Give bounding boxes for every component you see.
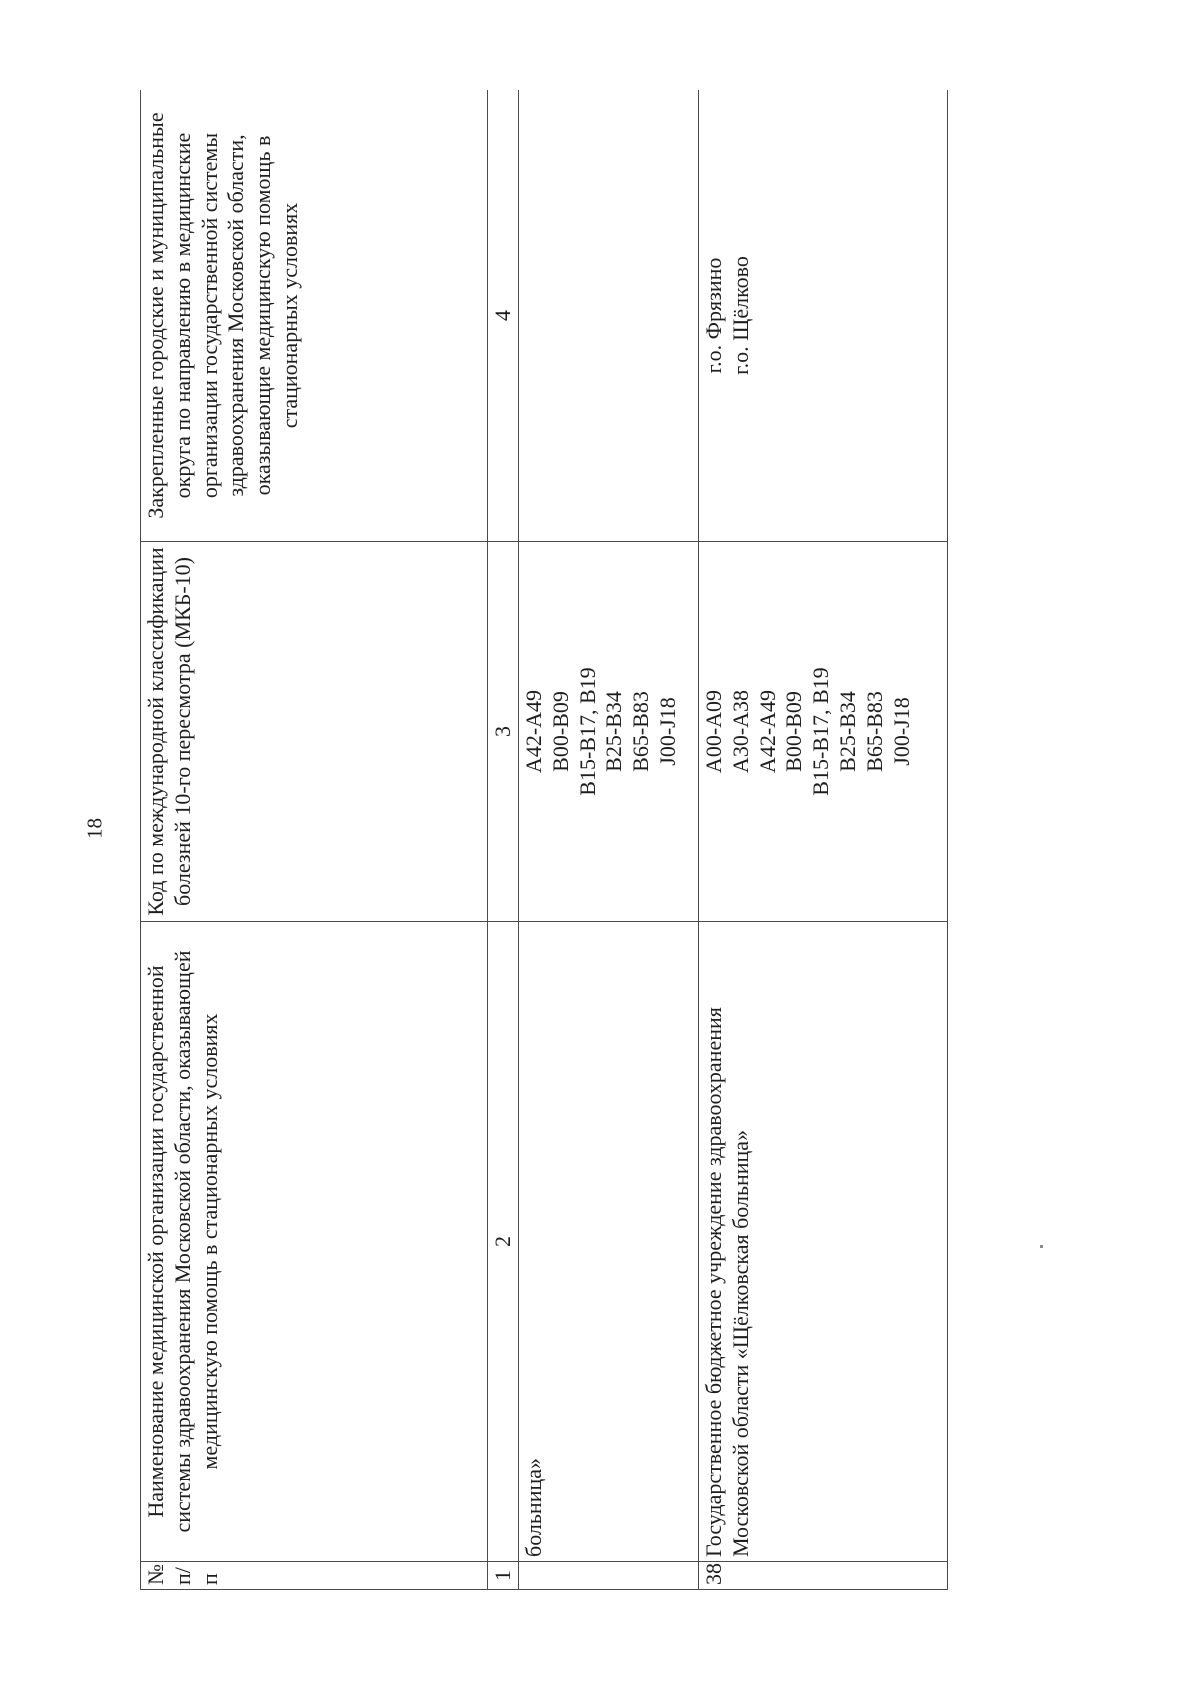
column-number: 3 (488, 542, 519, 922)
row-num (519, 1562, 699, 1590)
row-org-name: Государственное бюджетное учреждение здравоохранения Московской области «Щёлковская больница» (699, 922, 948, 1562)
icd-code: B65-B83 (628, 691, 654, 772)
table-row (519, 90, 699, 1590)
icd-code: A00-A09 (701, 689, 726, 774)
row-districts (699, 90, 948, 542)
row-icd-codes (699, 542, 948, 922)
icd-code: B15-B17, B19 (574, 667, 600, 796)
district-name: г.о. Фрязино (701, 257, 726, 374)
scan-dust-mark (1040, 1245, 1043, 1248)
icd-code: B25-B34 (601, 691, 627, 772)
column-number: 1 (488, 1562, 519, 1590)
icd-code: J00-J18 (888, 697, 914, 766)
table-row (699, 90, 948, 1590)
header-icd-code: Код по международной классификации болезней 10-го пересмотра (МКБ-10) (141, 542, 488, 922)
icd-code: A30-A38 (727, 689, 753, 774)
icd-code: A42-A49 (521, 689, 546, 774)
row-org-name: больница» (519, 922, 699, 1562)
rotated-content (140, 90, 1090, 1590)
icd-code: B15-B17, B19 (808, 667, 834, 796)
hospital-assignment-table (140, 90, 948, 1590)
row-districts (519, 90, 699, 542)
column-number: 4 (488, 90, 519, 542)
rotated-page (140, 90, 1090, 1590)
header-org-name: Наименование медицинской организации государственной системы здравоохранения Московской области, оказывающей медицинскую помощь в стационарных условиях (141, 922, 488, 1562)
icd-code: B00-B09 (547, 691, 573, 772)
row-icd-codes (519, 542, 699, 922)
header-districts: Закрепленные городские и муниципальные округа по направлению в медицинские организации государственной системы здравоохранения Московской области, оказывающие медицинскую помощь в стационарных условиях (141, 90, 488, 542)
row-num: 38 (699, 1562, 948, 1590)
table-header-row (141, 90, 488, 1590)
icd-code: A42-A49 (754, 689, 780, 774)
page-number: 18 (82, 818, 107, 839)
header-num: № п/п (141, 1562, 488, 1590)
column-number-row (488, 90, 519, 1590)
icd-code: J00-J18 (655, 697, 681, 766)
district-name: г.о. Щёлково (727, 256, 753, 375)
icd-code: B00-B09 (781, 691, 807, 772)
column-number: 2 (488, 922, 519, 1562)
icd-code: B65-B83 (861, 691, 887, 772)
icd-code: B25-B34 (835, 691, 861, 772)
